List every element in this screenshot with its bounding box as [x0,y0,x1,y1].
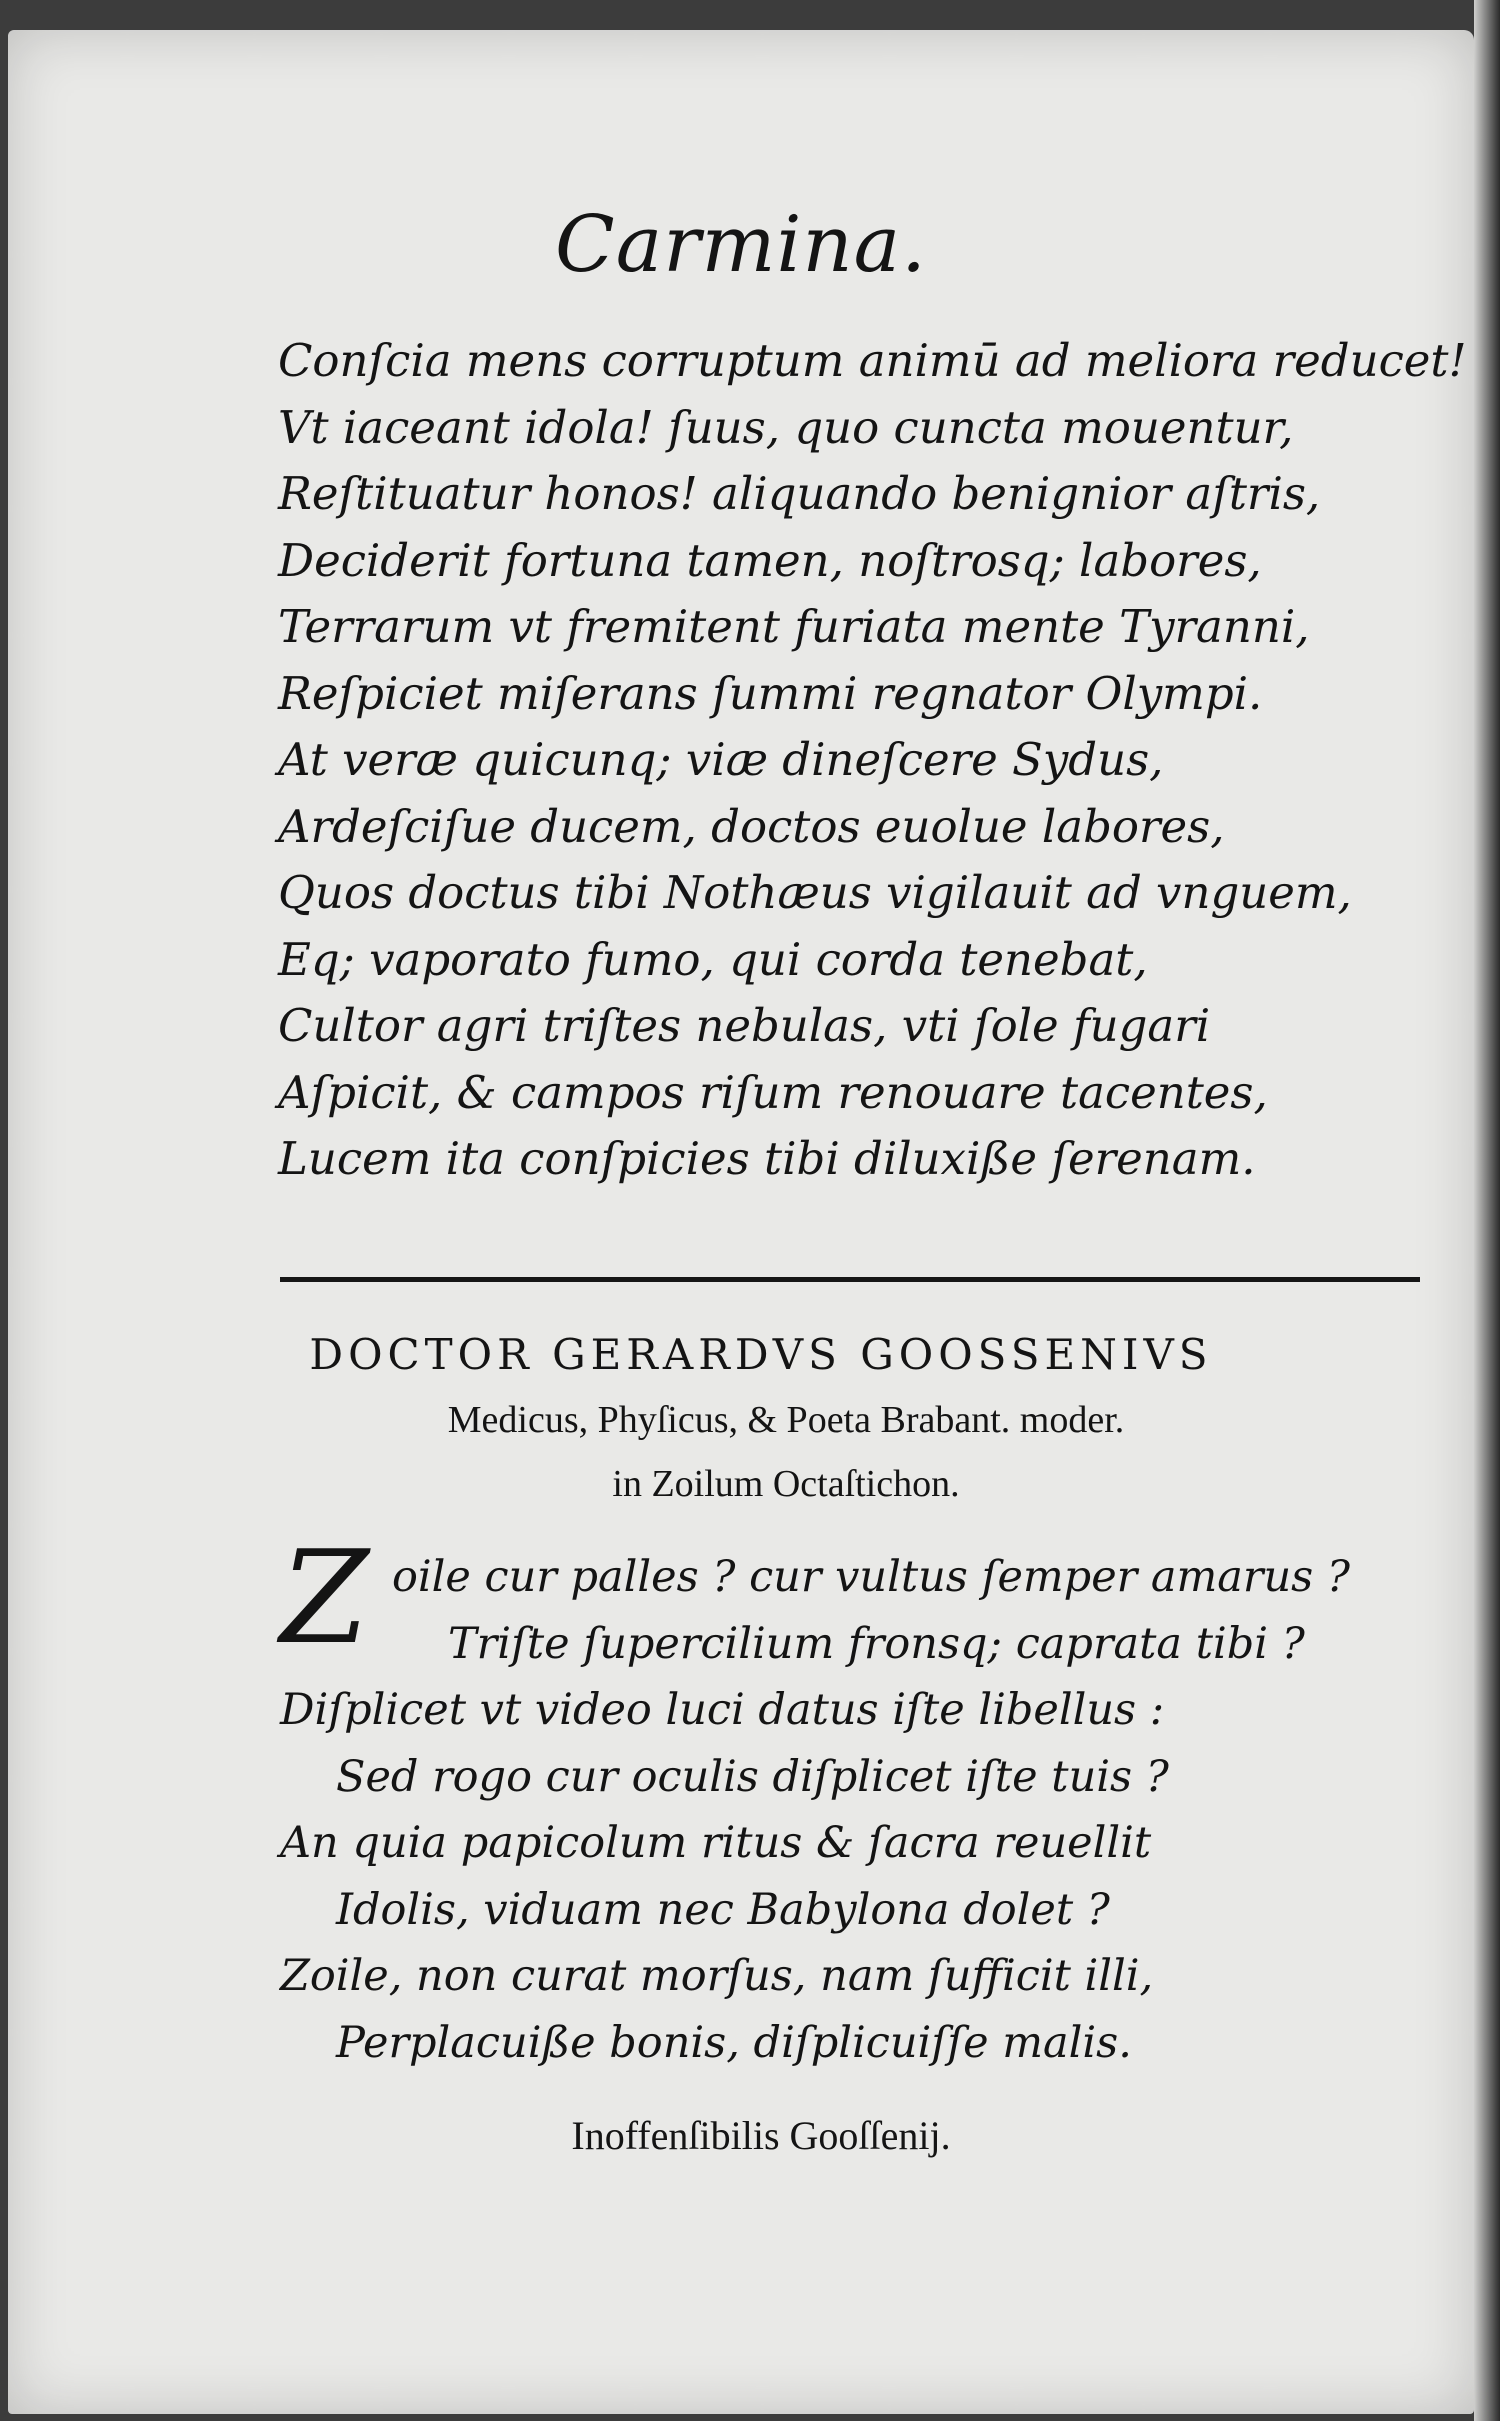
poem-line: Lucem ita conſpicies tibi diluxiße ſerenam. [278,1132,1256,1185]
poem-line: Terrarum vt fremitent furiata mente Tyranni, [278,600,1310,653]
poem-line: Conſcia mens corruptum animū ad meliora reducet! [278,334,1467,387]
epigram-line: Triſte ſupercilium fronsq; caprata tibi ? [448,1618,1305,1669]
poem-line: Reſpiciet miſerans ſummi regnator Olympi. [278,666,1263,720]
signature: Inoffenſibilis Gooſſenij. [571,2113,951,2158]
epigram [280,1544,1430,2076]
epigram-heading: in Zoilum Octaſtichon. [612,1463,960,1505]
poem-line: Cultor agri triſtes nebulas, vti ſole fugari [278,999,1211,1052]
author-heading: DOCTOR GERARDVS GOOSSENIVS [309,1330,1213,1379]
book-edge-shadow [1474,0,1500,2421]
section-divider [280,1277,1420,1282]
poem-line: Quos doctus tibi Nothæus vigilauit ad vnguem, [278,866,1352,919]
book-page [8,30,1474,2414]
epigram-line: Perplacuiße bonis, diſplicuiſſe malis. [336,2017,1132,2068]
epigram-line: Diſplicet vt video luci datus iſte libellus : [280,1685,1165,1735]
epigram-line: Zoile, non curat morſus, nam ſufficit illi, [280,1951,1154,2001]
epigram-line: An quia papicolum ritus & ſacra reuellit [280,1818,1152,1868]
epigram-line: Sed rogo cur oculis diſplicet iſte tuis ? [336,1751,1169,1802]
poem-line: Ardeſciſue ducem, doctos euolue labores, [278,799,1225,853]
page-title: Carmina. [555,200,927,290]
poem-line: Reſtituatur honos! aliquando benignior aſtris, [278,467,1321,520]
drop-cap-initial: Z [280,1524,369,1673]
poem-line: Vt iaceant idola! ſuus, quo cuncta mouentur, [278,400,1294,454]
poem-line: Eq; vaporato fumo, qui corda tenebat, [278,932,1148,986]
epigram-line: oile cur palles ? cur vultus ſemper amarus ? [392,1552,1350,1602]
poem-line: Deciderit fortuna tamen, noſtrosq; labores, [278,533,1262,587]
author-subtitle: Medicus, Phyſicus, & Poeta Brabant. moder. [447,1399,1125,1441]
poem-line: Aſpicit, & campos riſum renouare tacentes, [278,1065,1268,1119]
poem [278,328,1467,1193]
poem-line: At veræ quicunq; viæ dineſcere Sydus, [278,733,1164,786]
epigram-line: Idolis, viduam nec Babylona dolet ? [336,1884,1110,1935]
